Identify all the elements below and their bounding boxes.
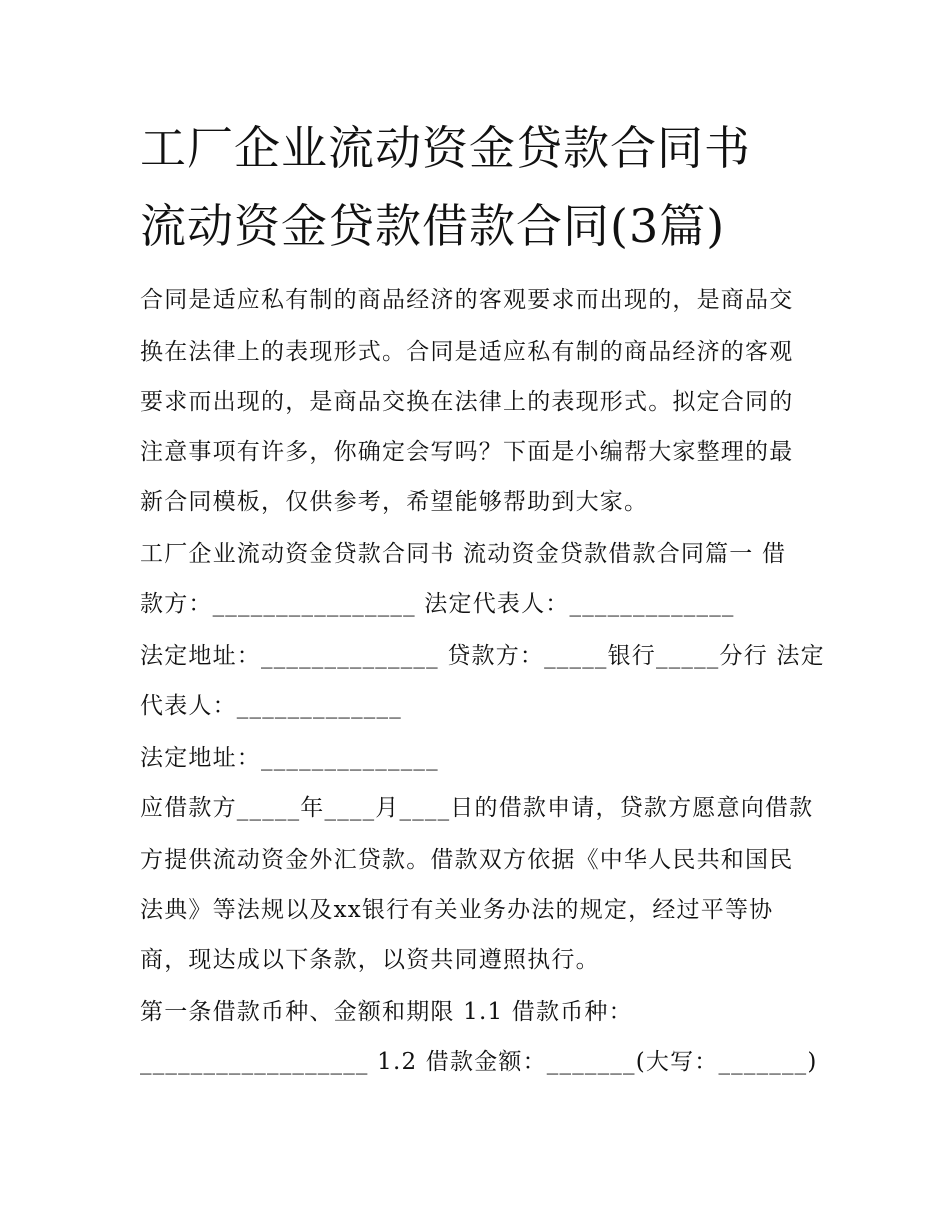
body-line: 换在法律上的表现形式。合同是适应私有制的商品经济的客观 (140, 339, 794, 365)
body-line: 应借款方_____年____月____日的借款申请，贷款方愿意向借款 (140, 795, 814, 821)
body-line: 方提供流动资金外汇贷款。借款双方依据《中华人民共和国民 (140, 847, 794, 873)
document-title-line-2: 流动资金贷款借款合同(3篇) (140, 199, 726, 253)
body-line: 注意事项有许多，你确定会写吗？下面是小编帮大家整理的最 (140, 439, 794, 465)
body-line: 商，现达成以下条款，以资共同遵照执行。 (140, 947, 600, 973)
body-line: 代表人：_____________ (140, 693, 402, 719)
body-line: 合同是适应私有制的商品经济的客观要求而出现的，是商品交 (140, 287, 794, 313)
body-line: 款方：________________ 法定代表人：_____________ (140, 591, 735, 617)
body-line: 工厂企业流动资金贷款合同书 流动资金贷款借款合同篇一 借 (140, 541, 787, 567)
body-line: __________________ 1.2 借款金额：_______(大写：_______) (140, 1049, 818, 1075)
body-line: 第一条借款币种、金额和期限 1.1 借款币种： (140, 999, 633, 1025)
body-line: 法典》等法规以及xx银行有关业务办法的规定，经过平等协 (140, 897, 774, 923)
body-line: 法定地址：______________ (140, 745, 439, 771)
document-title-line-1: 工厂企业流动资金贷款合同书 (140, 121, 751, 175)
body-line: 要求而出现的，是商品交换在法律上的表现形式。拟定合同的 (140, 389, 794, 415)
body-line: 新合同模板，仅供参考，希望能够帮助到大家。 (140, 489, 649, 515)
body-line: 法定地址：______________ 贷款方：_____银行_____分行 法定 (140, 643, 825, 669)
